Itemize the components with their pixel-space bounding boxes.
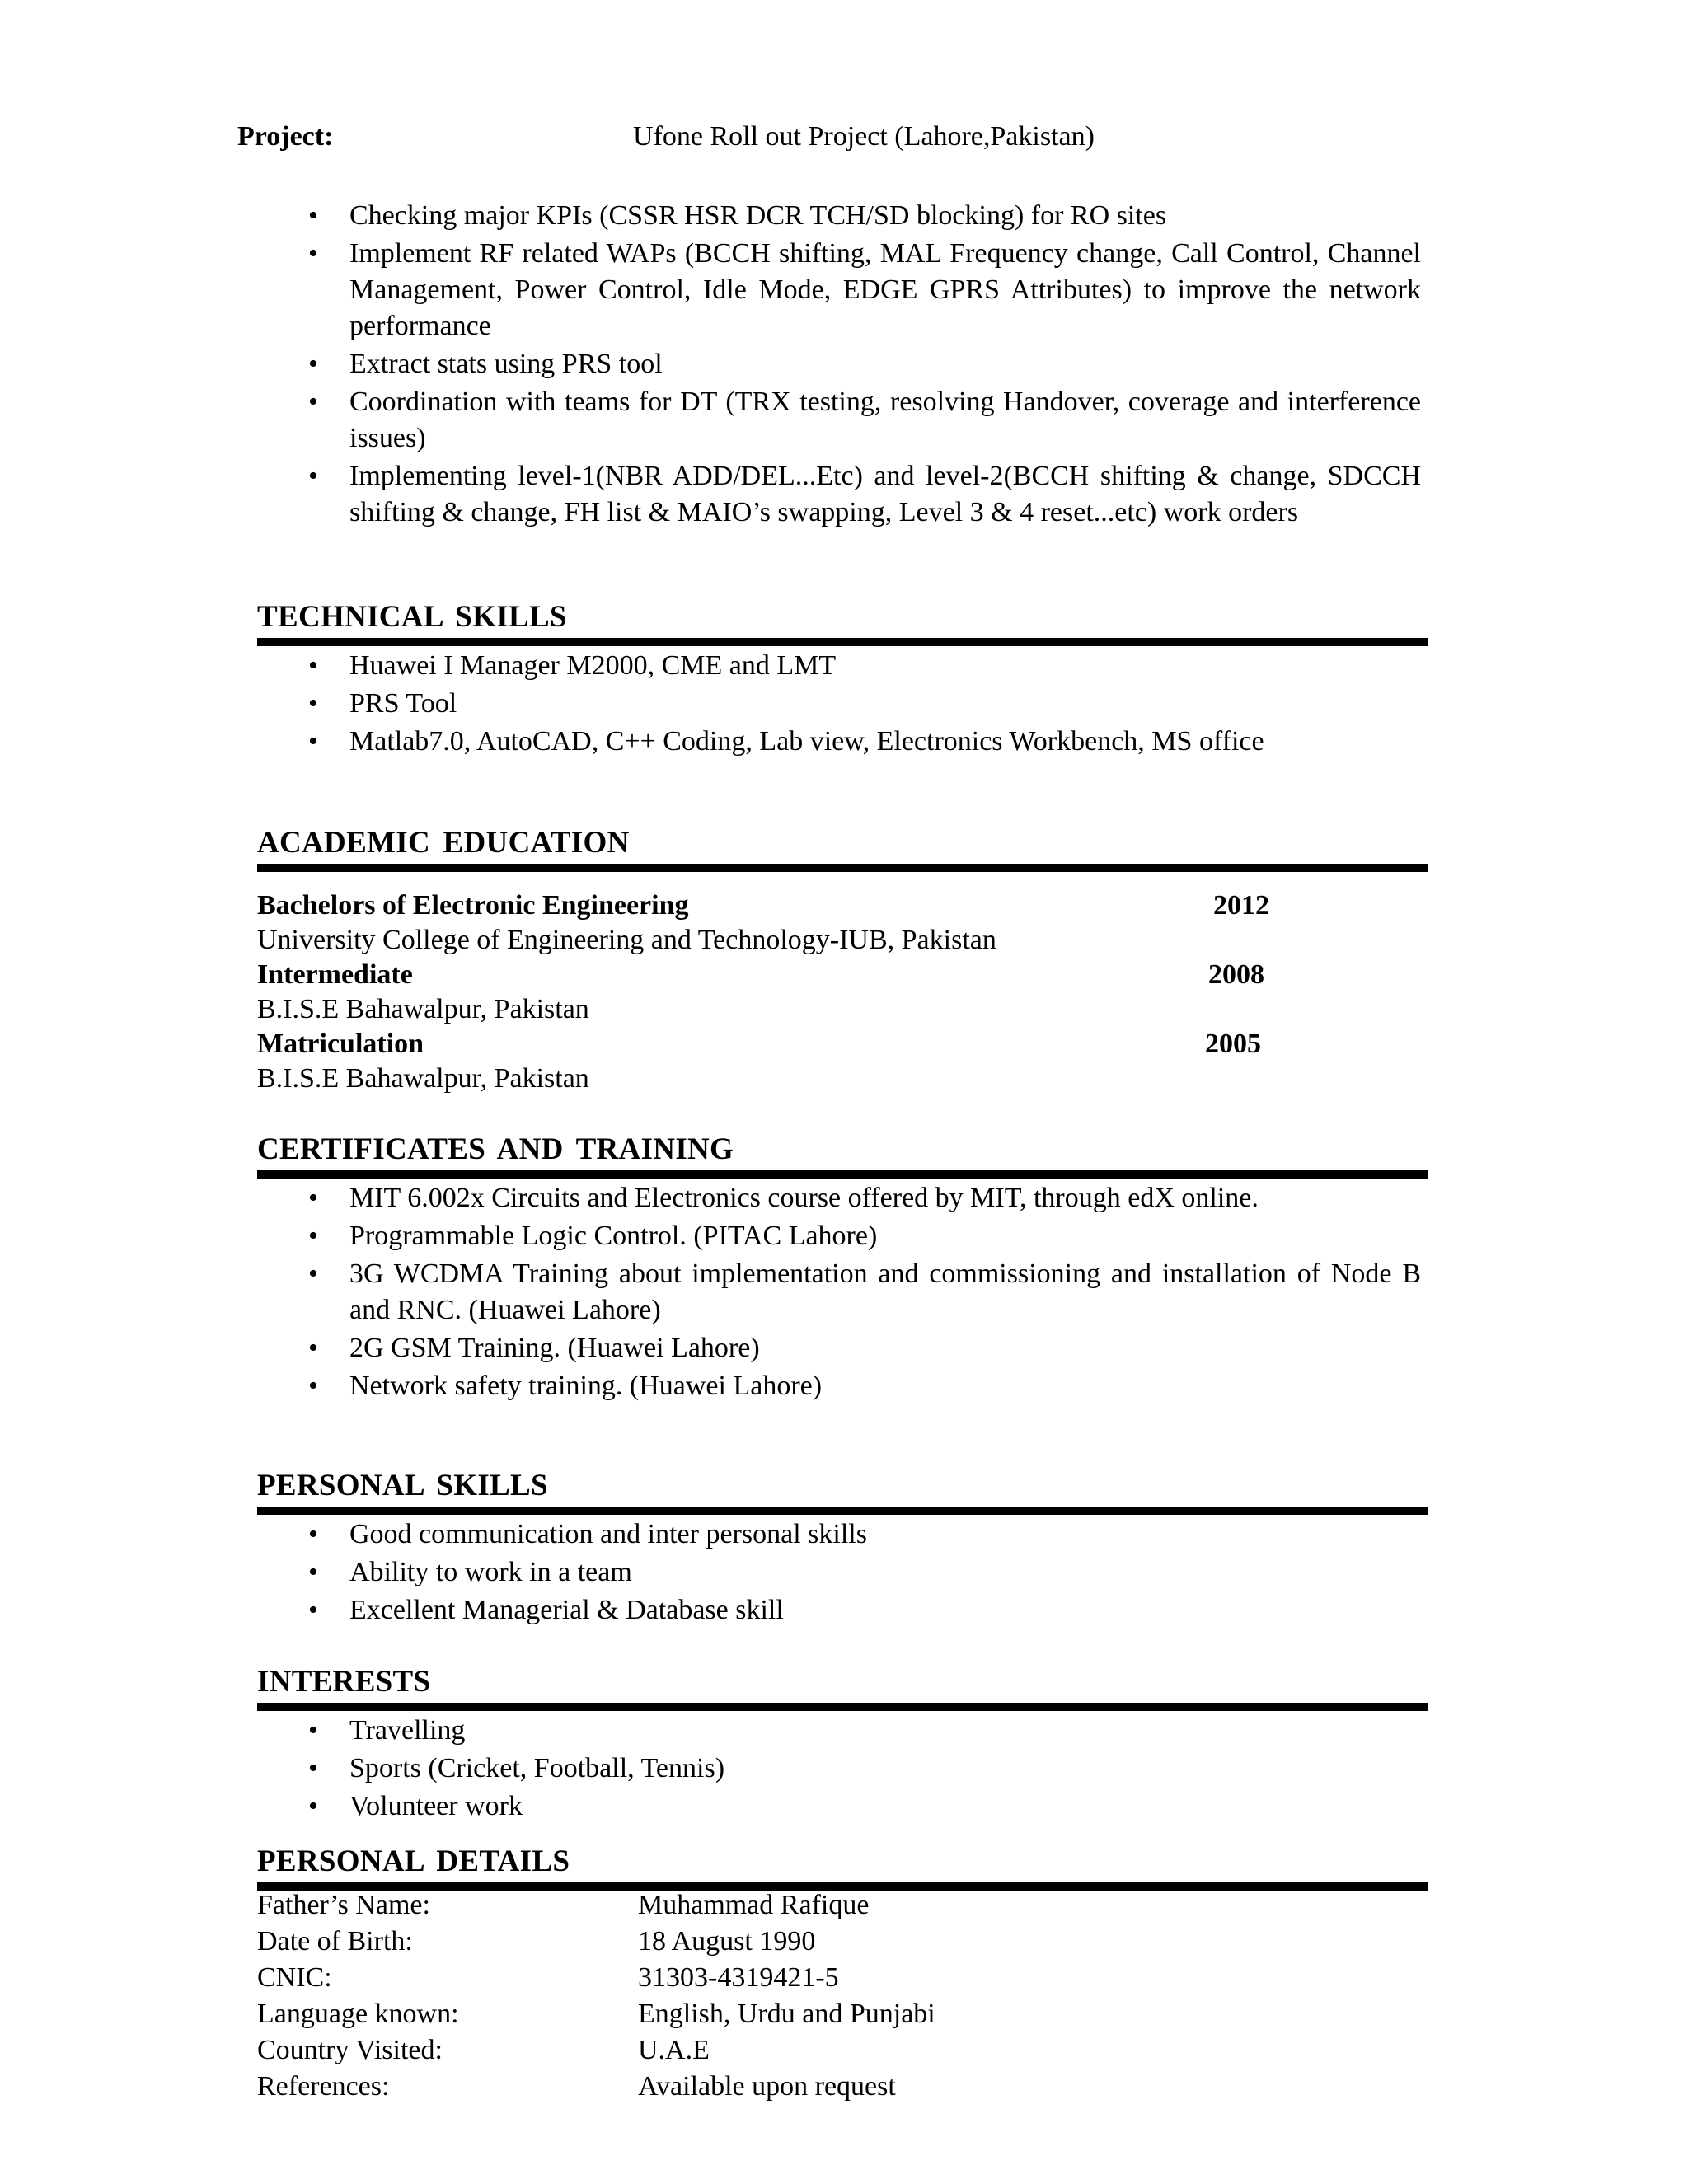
detail-label: Language known:: [257, 1999, 459, 2029]
bullet-icon: •: [308, 1183, 318, 1213]
section-title: ACADEMIC EDUCATION: [257, 826, 630, 860]
list-item: • PRS Tool: [0, 686, 1421, 722]
section-divider: [257, 638, 1428, 646]
bullet-icon: •: [308, 349, 318, 379]
bullet-icon: •: [308, 1258, 318, 1289]
education-degree: Intermediate: [257, 959, 413, 990]
bullet-icon: •: [308, 688, 318, 719]
list-item: • Matlab7.0, AutoCAD, C++ Coding, Lab view, Electronics Workbench, MS office: [0, 724, 1421, 760]
list-item: • Extract stats using PRS tool: [0, 346, 1421, 382]
education-year: 2008: [1208, 959, 1264, 990]
section-divider: [257, 1507, 1428, 1515]
bullet-icon: •: [308, 387, 318, 417]
list-item: • Network safety training. (Huawei Lahore): [0, 1368, 1421, 1404]
project-label: Project:: [237, 121, 334, 152]
list-item: • Sports (Cricket, Football, Tennis): [0, 1750, 1421, 1787]
detail-row: [257, 1996, 1411, 2032]
section-certificates: [257, 1131, 1428, 1180]
bullet-icon: •: [308, 1791, 318, 1821]
list-item: • Coordination with teams for DT (TRX testing, resolving Handover, coverage and interference issues): [0, 384, 1421, 457]
education-degree-row: [257, 958, 1329, 992]
bullet-icon: •: [308, 200, 318, 231]
section-academic-education: [257, 824, 1428, 874]
section-divider: [257, 864, 1428, 872]
education-institution: University College of Engineering and Technology-IUB, Pakistan: [257, 925, 996, 955]
education-degree: Matriculation: [257, 1029, 424, 1059]
bullet-icon: •: [308, 1519, 318, 1549]
section-title: INTERESTS: [257, 1665, 431, 1699]
detail-label: Country Visited:: [257, 2035, 443, 2065]
certificates-list: [0, 1180, 1421, 1406]
list-item: • Good communication and inter personal skills: [0, 1516, 1421, 1553]
bullet-icon: •: [308, 1557, 318, 1587]
section-title: PERSONAL SKILLS: [257, 1469, 548, 1502]
list-item: • 2G GSM Training. (Huawei Lahore): [0, 1330, 1421, 1366]
detail-label: Date of Birth:: [257, 1926, 413, 1957]
education-year: 2012: [1213, 890, 1269, 921]
list-item: • Implementing level-1(NBR ADD/DEL...Etc) and level-2(BCCH shifting & change, SDCCH shifting & change, FH list & MAIO’s swapping, Level 3 & 4 reset...etc) work orders: [0, 458, 1421, 531]
education-institution: B.I.S.E Bahawalpur, Pakistan: [257, 994, 589, 1024]
personal-details-table: [257, 1887, 1411, 2105]
detail-value: Muhammad Rafique: [638, 1890, 870, 1920]
project-row: [237, 117, 1441, 157]
project-value: Ufone Roll out Project (Lahore,Pakistan): [633, 121, 1095, 152]
education-list: [257, 888, 1329, 1096]
list-item: • Programmable Logic Control. (PITAC Lahore): [0, 1218, 1421, 1254]
section-personal-skills: [257, 1467, 1428, 1516]
detail-label: Father’s Name:: [257, 1890, 430, 1920]
list-item: • Volunteer work: [0, 1788, 1421, 1825]
list-item: • Ability to work in a team: [0, 1554, 1421, 1591]
bullet-icon: •: [308, 1221, 318, 1251]
detail-row: [257, 1887, 1411, 1924]
section-technical-skills: [257, 598, 1428, 648]
interests-list: [0, 1713, 1421, 1826]
bullet-icon: •: [308, 461, 318, 491]
list-item: • Excellent Managerial & Database skill: [0, 1592, 1421, 1629]
list-item: • Travelling: [0, 1713, 1421, 1749]
section-title: CERTIFICATES AND TRAINING: [257, 1132, 734, 1166]
technical-skills-list: [0, 648, 1421, 762]
section-title: PERSONAL DETAILS: [257, 1844, 570, 1878]
bullet-icon: •: [308, 650, 318, 681]
section-divider: [257, 1170, 1428, 1179]
list-item: • Implement RF related WAPs (BCCH shifting, MAL Frequency change, Call Control, Channel Management, Power Control, Idle Mode, EDGE GPRS Attributes) to improve the network performance: [0, 236, 1421, 344]
section-personal-details: [257, 1843, 1428, 1892]
bullet-icon: •: [308, 1715, 318, 1746]
education-degree-row: [257, 888, 1329, 923]
detail-value: 31303-4319421-5: [638, 1962, 839, 1993]
project-duties-list: [0, 198, 1421, 532]
section-divider: [257, 1703, 1428, 1711]
bullet-icon: •: [308, 1753, 318, 1783]
detail-row: [257, 2032, 1411, 2069]
detail-label: CNIC:: [257, 1962, 332, 1993]
section-title: TECHNICAL SKILLS: [257, 600, 567, 634]
bullet-icon: •: [308, 1595, 318, 1625]
bullet-icon: •: [308, 726, 318, 757]
education-year: 2005: [1205, 1029, 1261, 1059]
detail-row: [257, 1924, 1411, 1960]
detail-value: English, Urdu and Punjabi: [638, 1999, 935, 2029]
detail-value: 18 August 1990: [638, 1926, 816, 1957]
education-degree: Bachelors of Electronic Engineering: [257, 890, 689, 921]
list-item: • 3G WCDMA Training about implementation and commissioning and installation of Node B and RNC. (Huawei Lahore): [0, 1256, 1421, 1329]
detail-value: Available upon request: [638, 2071, 896, 2102]
personal-skills-list: [0, 1516, 1421, 1630]
education-degree-row: [257, 1027, 1329, 1062]
detail-row: [257, 2069, 1411, 2105]
detail-value: U.A.E: [638, 2035, 710, 2065]
list-item: • Checking major KPIs (CSSR HSR DCR TCH/SD blocking) for RO sites: [0, 198, 1421, 234]
detail-row: [257, 1960, 1411, 1996]
section-interests: [257, 1663, 1428, 1713]
education-institution: B.I.S.E Bahawalpur, Pakistan: [257, 1063, 589, 1094]
bullet-icon: •: [308, 1333, 318, 1363]
list-item: • MIT 6.002x Circuits and Electronics course offered by MIT, through edX online.: [0, 1180, 1421, 1216]
list-item: • Huawei I Manager M2000, CME and LMT: [0, 648, 1421, 684]
bullet-icon: •: [308, 1371, 318, 1401]
bullet-icon: •: [308, 238, 318, 269]
detail-label: References:: [257, 2071, 390, 2102]
